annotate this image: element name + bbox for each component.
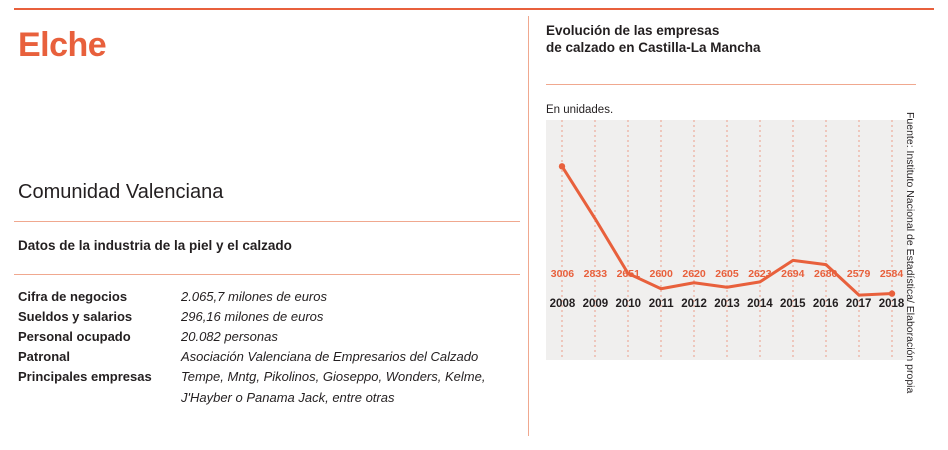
fact-label: Principales empresas [18,369,152,384]
fact-value: 20.082 personas [181,329,278,344]
data-value-label: 2620 [682,268,706,280]
fact-label: Sueldos y salarios [18,309,133,324]
x-tick-label: 2013 [714,298,740,310]
top-divider [14,8,934,10]
chart-title [546,22,886,56]
facts-list [18,288,524,407]
chart-source: Fuente: Instituto Nacional de Estadística/ Elaboración propia [904,112,916,394]
x-tick-label: 2009 [582,298,609,310]
data-value-label: 2833 [583,268,608,280]
list-item [18,368,524,385]
fact-value: 2.065,7 milones de euros [181,289,327,304]
fact-value: 296,16 milones de euros [181,309,324,324]
list-item [18,328,524,345]
data-value-label: 2584 [879,268,904,280]
data-value-label: 3006 [550,268,575,280]
data-value-label: 2600 [649,268,673,280]
fact-value-continued: J'Hayber o Panama Jack, entre otras [181,390,395,405]
list-item [18,348,524,365]
list-item [18,308,524,325]
line-chart-svg [546,120,908,360]
x-tick-label: 2012 [681,298,707,310]
region-name: Comunidad Valenciana [18,181,224,203]
x-axis-tick-labels [546,298,908,310]
fact-value: Asociación Valenciana de Empresarios del Calzado [181,349,479,364]
data-value-label: 2605 [715,268,739,280]
chart-title-divider [546,84,916,85]
list-item [18,288,524,305]
fact-label: Cifra de negocios [18,289,128,304]
chart-plot-area [546,120,908,390]
chart-panel [546,16,916,436]
chart-title-line2: de calzado en Castilla-La Mancha [546,40,761,55]
data-value-label: 2680 [814,268,838,280]
fact-label: Personal ocupado [18,329,131,344]
data-value-labels [546,268,908,280]
chart-title-line1: Evolución de las empresas [546,23,720,38]
data-value-label: 2579 [846,268,871,280]
x-tick-label: 2014 [747,298,773,310]
page-title: Elche [18,26,107,64]
x-tick-label: 2011 [648,298,674,310]
subsection-title: Datos de la industria de la piel y el calzado [18,238,292,253]
divider-below-subsection [14,274,520,275]
data-value-label: 2623 [748,268,772,280]
data-value-label: 2694 [781,268,805,280]
x-tick-label: 2018 [878,298,905,310]
x-tick-label: 2008 [549,298,576,310]
data-value-label: 2651 [616,268,640,280]
x-tick-label: 2017 [845,298,872,310]
divider-above-subsection [14,221,520,222]
x-tick-label: 2015 [780,298,806,310]
left-panel [14,16,524,436]
chart-units-label: En unidades. [546,104,614,116]
panel-divider [528,16,529,436]
fact-value: Tempe, Mntg, Pikolinos, Gioseppo, Wonders, Kelme, [181,369,486,384]
fact-label: Patronal [18,349,71,364]
x-tick-label: 2010 [615,298,642,310]
x-tick-label: 2016 [812,298,839,310]
